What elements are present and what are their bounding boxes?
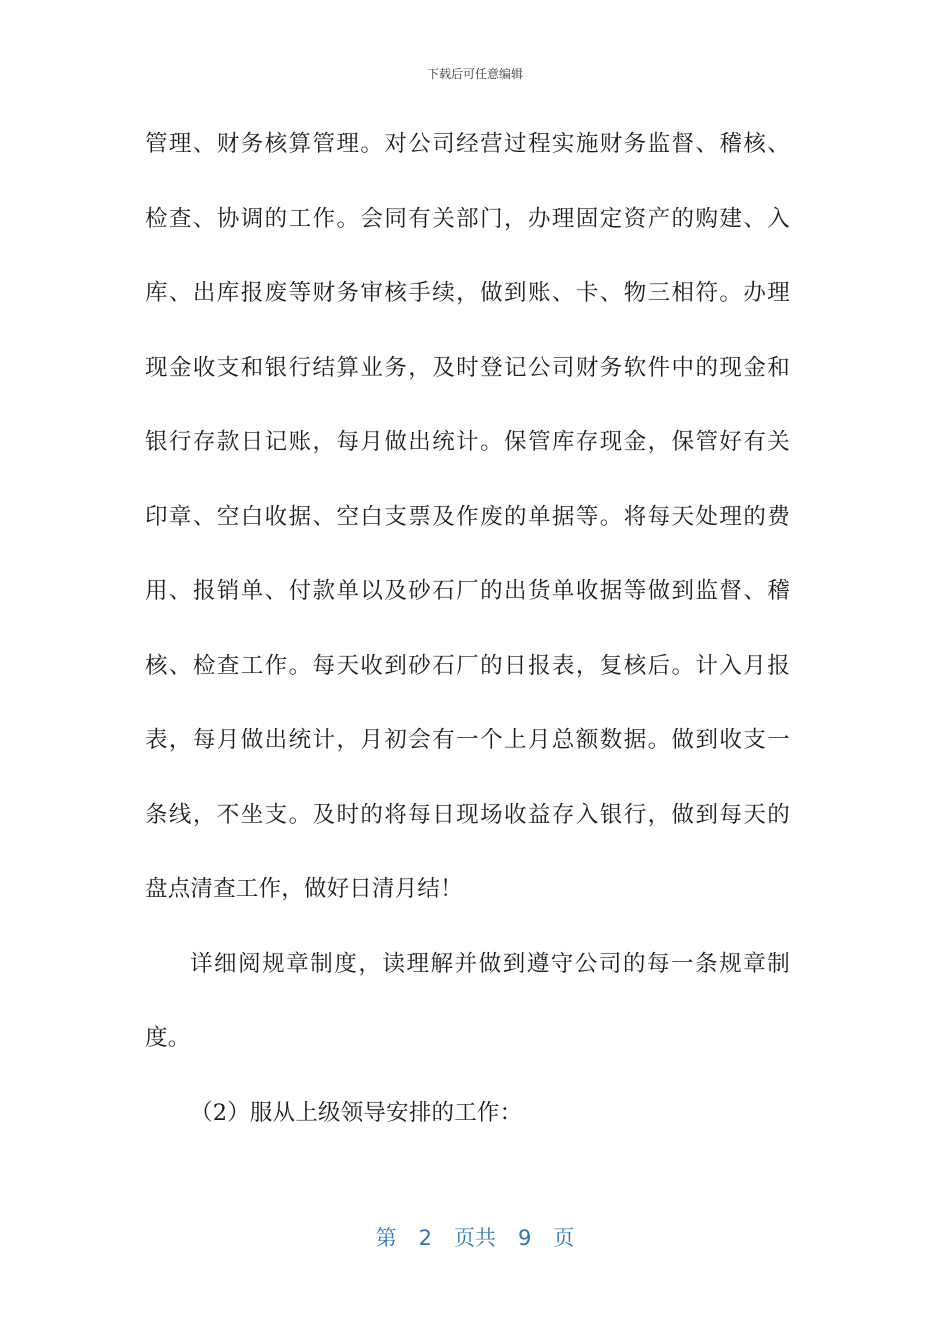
body-line: 盘点清查工作，做好日清月结！ xyxy=(145,876,463,902)
body-line: 核、检查工作。每天收到砂石厂的日报表，复核后。计入月报 xyxy=(145,652,790,679)
page-label-mid: 页共 xyxy=(454,1226,496,1250)
body-line: 银行存款日记账，每月做出统计。保管库存现金，保管好有关 xyxy=(145,429,790,455)
body-line: 管理、财务核算管理。对公司经营过程实施财务监督、稽核、 xyxy=(145,131,790,157)
body-line: 度。 xyxy=(145,1025,191,1051)
page-label-prefix: 第 xyxy=(375,1226,397,1250)
total-pages: 9 xyxy=(518,1226,532,1250)
page-number: 2 xyxy=(418,1226,432,1250)
paragraph-first-line: 详细阅规章制度，读理解并做到遵守公司的每一条规章制 xyxy=(190,950,790,977)
list-item-heading: （2）服从上级领导安排的工作： xyxy=(190,1099,523,1126)
body-line: 库、出库报废等财务审核手续，做到账、卡、物三相符。办理 xyxy=(145,280,790,306)
body-line: 印章、空白收据、空白支票及作废的单据等。将每天处理的费 xyxy=(145,503,790,530)
body-line: 现金收支和银行结算业务，及时登记公司财务软件中的现金和 xyxy=(145,354,790,381)
document-body xyxy=(145,124,790,1167)
page-footer xyxy=(0,1224,950,1252)
body-line: 表，每月做出统计，月初会有一个上月总额数据。做到收支一 xyxy=(145,727,790,753)
page-label-suffix: 页 xyxy=(553,1226,575,1250)
body-line: 条线，不坐支。及时的将每日现场收益存入银行，做到每天的 xyxy=(145,801,790,828)
body-line: 检查、协调的工作。会同有关部门，办理固定资产的购建、入 xyxy=(145,205,790,232)
body-line: 用、报销单、付款单以及砂石厂的出货单收据等做到监督、稽 xyxy=(145,578,790,604)
page-header: 下载后可任意编辑 xyxy=(426,67,523,81)
